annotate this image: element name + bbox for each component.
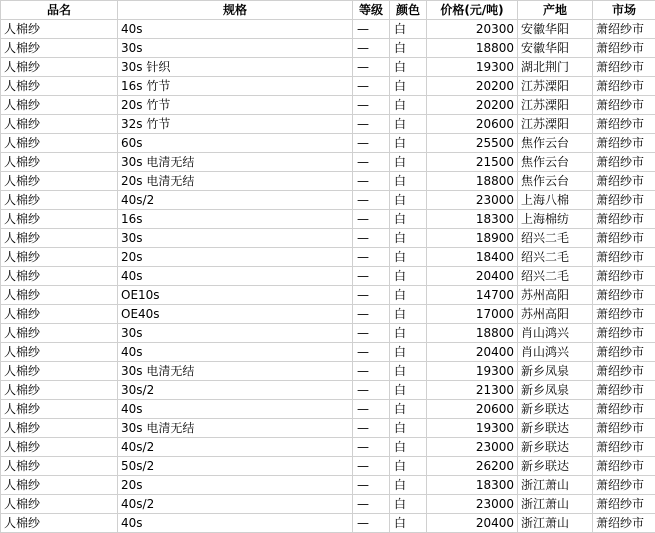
cell-market: 萧绍纱市: [593, 229, 655, 248]
cell-origin: 新乡凤泉: [518, 362, 593, 381]
cell-price: 23000: [427, 191, 518, 210]
cell-color: 白: [390, 229, 427, 248]
cell-market: 萧绍纱市: [593, 58, 655, 77]
cell-origin: 浙江萧山: [518, 476, 593, 495]
cell-spec: 30s: [118, 324, 353, 343]
cell-color: 白: [390, 343, 427, 362]
cell-grade: —: [353, 134, 390, 153]
cell-grade: —: [353, 267, 390, 286]
cell-name: 人棉纱: [1, 419, 118, 438]
cell-name: 人棉纱: [1, 343, 118, 362]
table-row: [1, 39, 655, 58]
cell-spec: 40s/2: [118, 438, 353, 457]
table-row: [1, 305, 655, 324]
cell-name: 人棉纱: [1, 134, 118, 153]
cell-name: 人棉纱: [1, 172, 118, 191]
cell-origin: 肖山鸿兴: [518, 343, 593, 362]
table-row: [1, 438, 655, 457]
cell-color: 白: [390, 39, 427, 58]
cell-market: 萧绍纱市: [593, 210, 655, 229]
cell-name: 人棉纱: [1, 476, 118, 495]
cell-origin: 浙江萧山: [518, 495, 593, 514]
cell-color: 白: [390, 381, 427, 400]
cell-spec: 20s 竹节: [118, 96, 353, 115]
header-row: [1, 1, 655, 20]
cell-spec: 30s/2: [118, 381, 353, 400]
cell-name: 人棉纱: [1, 400, 118, 419]
header-name: 品名: [1, 1, 118, 20]
header-price: 价格(元/吨): [427, 1, 518, 20]
cell-price: 20400: [427, 343, 518, 362]
cell-price: 20600: [427, 400, 518, 419]
cell-market: 萧绍纱市: [593, 305, 655, 324]
cell-price: 18400: [427, 248, 518, 267]
table-row: [1, 457, 655, 476]
cell-grade: —: [353, 115, 390, 134]
cell-name: 人棉纱: [1, 457, 118, 476]
cell-spec: 30s 电清无结: [118, 362, 353, 381]
cell-price: 14700: [427, 286, 518, 305]
cell-spec: 40s/2: [118, 495, 353, 514]
cell-spec: OE10s: [118, 286, 353, 305]
cell-price: 21300: [427, 381, 518, 400]
cell-color: 白: [390, 172, 427, 191]
cell-origin: 焦作云台: [518, 134, 593, 153]
cell-spec: 50s/2: [118, 457, 353, 476]
cell-spec: 20s: [118, 248, 353, 267]
cell-color: 白: [390, 400, 427, 419]
cell-name: 人棉纱: [1, 438, 118, 457]
cell-color: 白: [390, 58, 427, 77]
header-origin: 产地: [518, 1, 593, 20]
cell-spec: 40s/2: [118, 191, 353, 210]
cell-market: 萧绍纱市: [593, 39, 655, 58]
cell-spec: OE40s: [118, 305, 353, 324]
cell-origin: 江苏溧阳: [518, 77, 593, 96]
cell-color: 白: [390, 77, 427, 96]
cell-origin: 新乡联达: [518, 419, 593, 438]
cell-market: 萧绍纱市: [593, 134, 655, 153]
cell-name: 人棉纱: [1, 381, 118, 400]
cell-spec: 16s 竹节: [118, 77, 353, 96]
cell-color: 白: [390, 514, 427, 533]
cell-origin: 湖北荆门: [518, 58, 593, 77]
cell-spec: 30s: [118, 39, 353, 58]
cell-grade: —: [353, 305, 390, 324]
cell-grade: —: [353, 495, 390, 514]
cell-grade: —: [353, 362, 390, 381]
cell-color: 白: [390, 210, 427, 229]
cell-market: 萧绍纱市: [593, 191, 655, 210]
cell-grade: —: [353, 229, 390, 248]
cell-price: 18800: [427, 39, 518, 58]
cell-price: 26200: [427, 457, 518, 476]
cell-origin: 肖山鸿兴: [518, 324, 593, 343]
cell-name: 人棉纱: [1, 77, 118, 96]
cell-origin: 江苏溧阳: [518, 115, 593, 134]
cell-grade: —: [353, 476, 390, 495]
cell-grade: —: [353, 286, 390, 305]
cell-name: 人棉纱: [1, 39, 118, 58]
cell-grade: —: [353, 419, 390, 438]
cell-name: 人棉纱: [1, 248, 118, 267]
cell-market: 萧绍纱市: [593, 96, 655, 115]
cell-color: 白: [390, 457, 427, 476]
cell-grade: —: [353, 343, 390, 362]
header-market: 市场: [593, 1, 655, 20]
cell-market: 萧绍纱市: [593, 419, 655, 438]
cell-origin: 苏州高阳: [518, 286, 593, 305]
cell-name: 人棉纱: [1, 362, 118, 381]
cell-color: 白: [390, 438, 427, 457]
table-row: [1, 77, 655, 96]
cell-spec: 16s: [118, 210, 353, 229]
cell-origin: 上海棉纺: [518, 210, 593, 229]
table-row: [1, 514, 655, 533]
table-row: [1, 362, 655, 381]
table-row: [1, 172, 655, 191]
cell-price: 18800: [427, 324, 518, 343]
cell-spec: 20s: [118, 476, 353, 495]
cell-price: 18900: [427, 229, 518, 248]
cell-price: 20400: [427, 267, 518, 286]
cell-name: 人棉纱: [1, 191, 118, 210]
cell-market: 萧绍纱市: [593, 514, 655, 533]
header-spec: 规格: [118, 1, 353, 20]
cell-origin: 焦作云台: [518, 153, 593, 172]
cell-spec: 30s 电清无结: [118, 153, 353, 172]
table-row: [1, 58, 655, 77]
cell-name: 人棉纱: [1, 267, 118, 286]
cell-name: 人棉纱: [1, 495, 118, 514]
cell-name: 人棉纱: [1, 210, 118, 229]
cell-color: 白: [390, 362, 427, 381]
cell-color: 白: [390, 96, 427, 115]
cell-origin: 绍兴二毛: [518, 248, 593, 267]
cell-price: 25500: [427, 134, 518, 153]
table-row: [1, 381, 655, 400]
cell-origin: 新乡凤泉: [518, 381, 593, 400]
cell-price: 19300: [427, 419, 518, 438]
cell-color: 白: [390, 153, 427, 172]
cell-grade: —: [353, 324, 390, 343]
table-row: [1, 400, 655, 419]
table-row: [1, 324, 655, 343]
cell-origin: 绍兴二毛: [518, 267, 593, 286]
table-row: [1, 96, 655, 115]
cell-color: 白: [390, 134, 427, 153]
cell-color: 白: [390, 248, 427, 267]
cell-name: 人棉纱: [1, 58, 118, 77]
cell-market: 萧绍纱市: [593, 267, 655, 286]
table-row: [1, 286, 655, 305]
cell-name: 人棉纱: [1, 305, 118, 324]
cell-spec: 30s 针织: [118, 58, 353, 77]
cell-grade: —: [353, 20, 390, 39]
cell-market: 萧绍纱市: [593, 172, 655, 191]
cell-market: 萧绍纱市: [593, 248, 655, 267]
cell-grade: —: [353, 438, 390, 457]
header-grade: 等级: [353, 1, 390, 20]
cell-market: 萧绍纱市: [593, 286, 655, 305]
cell-grade: —: [353, 39, 390, 58]
cell-grade: —: [353, 153, 390, 172]
cell-spec: 40s: [118, 514, 353, 533]
cell-grade: —: [353, 96, 390, 115]
table-row: [1, 419, 655, 438]
cell-origin: 上海八棉: [518, 191, 593, 210]
table-row: [1, 495, 655, 514]
cell-market: 萧绍纱市: [593, 343, 655, 362]
cell-name: 人棉纱: [1, 20, 118, 39]
cell-market: 萧绍纱市: [593, 362, 655, 381]
cell-color: 白: [390, 495, 427, 514]
cell-market: 萧绍纱市: [593, 20, 655, 39]
cell-origin: 安徽华阳: [518, 39, 593, 58]
cell-color: 白: [390, 191, 427, 210]
table-row: [1, 476, 655, 495]
table-row: [1, 153, 655, 172]
cell-spec: 40s: [118, 343, 353, 362]
cell-origin: 新乡联达: [518, 457, 593, 476]
cell-spec: 40s: [118, 267, 353, 286]
cell-name: 人棉纱: [1, 514, 118, 533]
cell-price: 20200: [427, 77, 518, 96]
cell-price: 23000: [427, 495, 518, 514]
cell-color: 白: [390, 267, 427, 286]
cell-market: 萧绍纱市: [593, 381, 655, 400]
cell-market: 萧绍纱市: [593, 324, 655, 343]
cell-market: 萧绍纱市: [593, 438, 655, 457]
cell-spec: 32s 竹节: [118, 115, 353, 134]
cell-color: 白: [390, 305, 427, 324]
cell-price: 21500: [427, 153, 518, 172]
cell-market: 萧绍纱市: [593, 400, 655, 419]
cell-market: 萧绍纱市: [593, 153, 655, 172]
cell-origin: 新乡联达: [518, 438, 593, 457]
cell-price: 20200: [427, 96, 518, 115]
header-color: 颜色: [390, 1, 427, 20]
table-body: [1, 20, 655, 533]
cell-price: 18300: [427, 476, 518, 495]
cell-grade: —: [353, 248, 390, 267]
cell-name: 人棉纱: [1, 286, 118, 305]
cell-name: 人棉纱: [1, 229, 118, 248]
table-row: [1, 248, 655, 267]
table-row: [1, 115, 655, 134]
cell-name: 人棉纱: [1, 153, 118, 172]
table-row: [1, 267, 655, 286]
cell-price: 18300: [427, 210, 518, 229]
cell-grade: —: [353, 400, 390, 419]
cell-market: 萧绍纱市: [593, 77, 655, 96]
cell-grade: —: [353, 514, 390, 533]
cell-price: 17000: [427, 305, 518, 324]
cell-price: 20300: [427, 20, 518, 39]
cell-market: 萧绍纱市: [593, 476, 655, 495]
cell-origin: 焦作云台: [518, 172, 593, 191]
cell-market: 萧绍纱市: [593, 495, 655, 514]
cell-color: 白: [390, 476, 427, 495]
cell-grade: —: [353, 191, 390, 210]
cell-name: 人棉纱: [1, 115, 118, 134]
cell-grade: —: [353, 172, 390, 191]
table-row: [1, 134, 655, 153]
cell-origin: 浙江萧山: [518, 514, 593, 533]
cell-origin: 绍兴二毛: [518, 229, 593, 248]
cell-color: 白: [390, 324, 427, 343]
cell-grade: —: [353, 381, 390, 400]
cell-spec: 30s: [118, 229, 353, 248]
cell-spec: 30s 电清无结: [118, 419, 353, 438]
cell-origin: 苏州高阳: [518, 305, 593, 324]
cell-spec: 40s: [118, 400, 353, 419]
table-row: [1, 20, 655, 39]
cell-grade: —: [353, 457, 390, 476]
cell-grade: —: [353, 58, 390, 77]
table-row: [1, 191, 655, 210]
cell-origin: 新乡联达: [518, 400, 593, 419]
cell-color: 白: [390, 286, 427, 305]
table-row: [1, 229, 655, 248]
cell-name: 人棉纱: [1, 96, 118, 115]
cell-spec: 40s: [118, 20, 353, 39]
cell-grade: —: [353, 210, 390, 229]
cell-price: 20600: [427, 115, 518, 134]
cell-color: 白: [390, 419, 427, 438]
cell-name: 人棉纱: [1, 324, 118, 343]
table-row: [1, 343, 655, 362]
cell-price: 20400: [427, 514, 518, 533]
cell-color: 白: [390, 20, 427, 39]
cell-price: 19300: [427, 362, 518, 381]
cell-spec: 60s: [118, 134, 353, 153]
cell-origin: 安徽华阳: [518, 20, 593, 39]
cell-price: 19300: [427, 58, 518, 77]
cell-market: 萧绍纱市: [593, 457, 655, 476]
cell-market: 萧绍纱市: [593, 115, 655, 134]
cell-price: 18800: [427, 172, 518, 191]
cell-color: 白: [390, 115, 427, 134]
cell-origin: 江苏溧阳: [518, 96, 593, 115]
table-row: [1, 210, 655, 229]
cell-price: 23000: [427, 438, 518, 457]
cell-spec: 20s 电清无结: [118, 172, 353, 191]
cell-grade: —: [353, 77, 390, 96]
